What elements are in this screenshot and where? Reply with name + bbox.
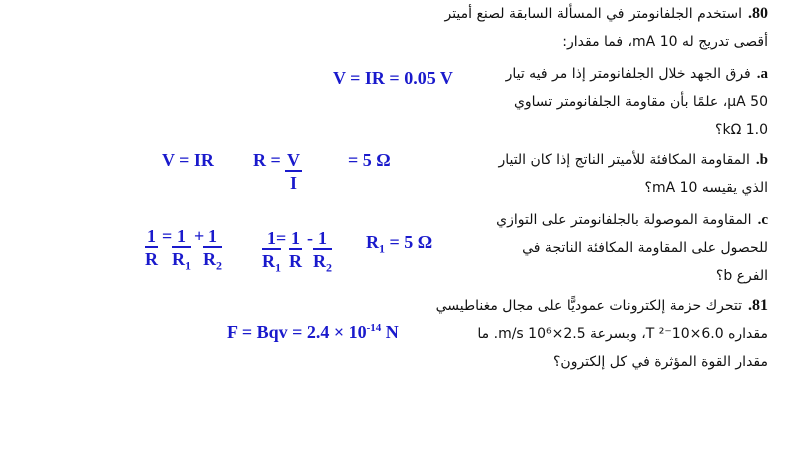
answer-a: V = IR = 0.05 V	[333, 68, 453, 88]
question-number: 81.	[748, 297, 768, 314]
part-text-line: الذي يقيسه 10 mA؟	[644, 180, 768, 196]
question-81	[435, 292, 768, 376]
answer-c-result: $R_1 = 5$ Ω	[366, 232, 433, 256]
answer-c-frac-1-R2-rhs: $\frac{1}{R_2}$	[313, 228, 332, 275]
part-letter: c.	[757, 212, 768, 228]
answer-c-minus: -	[307, 228, 313, 248]
answer-c-equals: =	[162, 226, 173, 246]
answer-c-plus: +	[194, 226, 205, 246]
answer-c-frac-1-R1: $\frac{1}{R_1}$	[172, 226, 191, 273]
fraction-numerator: V	[287, 150, 300, 170]
answer-b-req: R =	[253, 150, 281, 170]
answer-c-frac-1-R-rhs: $\frac{1}{R}$	[289, 228, 302, 271]
fraction-denominator: I	[289, 173, 297, 193]
answer-b-result: = 5 Ω	[348, 150, 391, 170]
question-80-part-c	[478, 206, 768, 290]
answer-c-frac-1-R: $\frac{1}{R}$	[145, 226, 158, 269]
part-text-line: المقاومة الموصولة بالجلفانومتر على التوازي	[496, 212, 752, 228]
question-text-line: أقصى تدريج له 10 mA، فما مقدار:	[562, 34, 768, 50]
question-text-line: مقدار القوة المؤثرة في كل إلكترون؟	[552, 354, 768, 370]
question-text-line: تتحرك حزمة إلكترونات عموديًّا على مجال مغناطيسي	[435, 298, 742, 314]
answer-b-formula: V = IR	[162, 150, 214, 170]
part-text-line: الفرع b؟	[715, 268, 768, 284]
question-80-part-a	[478, 60, 768, 144]
answer-b-fraction	[285, 150, 302, 194]
part-text-line: للحصول على المقاومة المكافئة الناتجة في	[522, 240, 768, 256]
part-text-line: المقاومة المكافئة للأميتر الناتج إذا كان التيار	[498, 152, 750, 168]
question-number: 80.	[748, 5, 768, 22]
question-text-line: مقداره 6.0×10⁻² T، وبسرعة 2.5×10⁶ m/s. ما	[477, 326, 768, 342]
question-text-line: استخدم الجلفانومتر في المسألة السابقة لصنع أميتر	[444, 6, 742, 22]
part-text-line: 50 μA، علمًا بأن مقاومة الجلفانومتر تساوي	[513, 94, 768, 110]
part-letter: b.	[755, 152, 768, 168]
part-letter: a.	[756, 66, 768, 82]
question-80-part-b	[478, 146, 768, 202]
answer-c-frac-1-R2: $\frac{1}{R_2}$	[203, 226, 222, 273]
answer-q81: F = Bqv = $2.4 \times 10^{-14}$ N	[227, 322, 399, 342]
part-text-line: 1.0 kΩ؟	[715, 122, 768, 138]
answer-c-equals: =	[276, 228, 287, 248]
part-text-line: فرق الجهد خلال الجلفانومتر إذا مر فيه تيار	[505, 66, 751, 82]
answer-c-frac-1-R1-lhs: $\frac{1}{R_1}$	[262, 228, 281, 275]
question-80	[444, 0, 768, 56]
